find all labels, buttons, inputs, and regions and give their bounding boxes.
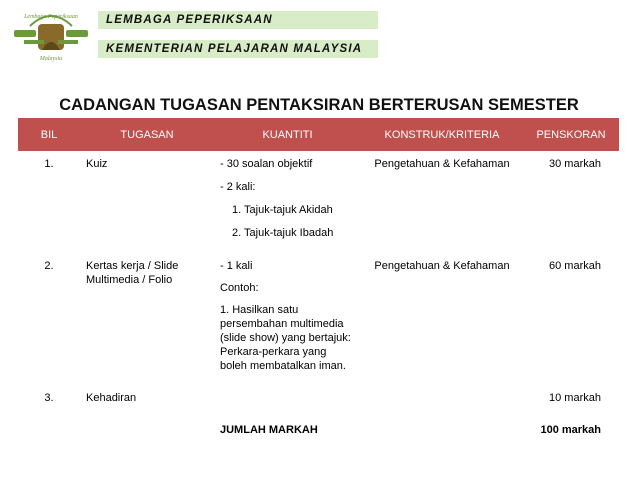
quantity-line: - 1 kali <box>220 260 253 272</box>
score-cell: 60 markah <box>549 260 601 272</box>
header-line-1: LEMBAGA PEPERIKSAAN <box>106 14 273 26</box>
task-name: Kertas kerja / Slide Multimedia / Folio <box>86 260 179 286</box>
total-label: JUMLAH MARKAH <box>220 424 318 436</box>
total-row <box>18 409 619 441</box>
column-header-kuantiti: KUANTITI <box>214 118 361 151</box>
quantity-line: - 30 soalan objektif <box>220 158 313 170</box>
quantity-line: 2. Tajuk-tajuk Ibadah <box>232 227 334 239</box>
construct-cell <box>361 385 523 409</box>
quantity-cell <box>214 253 361 385</box>
quantity-cell <box>214 385 361 409</box>
table-row <box>18 151 619 253</box>
score-cell: 30 markah <box>549 158 601 170</box>
task-name: Kuiz <box>86 158 108 170</box>
quantity-line: 1. Hasilkan satu persembahan multimedia (slide show) yang bertajuk: Perkara-perkara yang boleh membatalkan iman. <box>220 304 351 372</box>
row-number: 1. <box>44 158 54 170</box>
quantity-line: 1. Tajuk-tajuk Akidah <box>232 204 333 216</box>
table-header-row <box>18 118 619 151</box>
row-number: 2. <box>44 260 54 272</box>
column-header-konstruk: KONSTRUK/KRITERIA <box>361 118 523 151</box>
quantity-cell <box>214 151 361 253</box>
svg-text:Lembaga Peperiksaan: Lembaga Peperiksaan <box>24 14 78 20</box>
construct-cell: Pengetahuan & Kefahaman <box>374 158 510 170</box>
table-row <box>18 385 619 409</box>
header-line-2: KEMENTERIAN PELAJARAN MALAYSIA <box>106 43 363 55</box>
assessment-table <box>18 118 619 441</box>
row-number: 3. <box>44 392 54 404</box>
column-header-bil: BIL <box>18 118 80 151</box>
svg-text:Malaysia: Malaysia <box>39 56 63 62</box>
quantity-line: - 2 kali: <box>220 181 256 193</box>
score-cell: 10 markah <box>549 392 601 404</box>
task-name: Kehadiran <box>86 392 137 404</box>
table-row <box>18 253 619 385</box>
lembaga-peperiksaan-logo <box>10 4 92 64</box>
quantity-line: Contoh: <box>220 282 259 294</box>
page-title: CADANGAN TUGASAN PENTAKSIRAN BERTERUSAN SEMESTER <box>59 96 579 114</box>
column-header-penskoran: PENSKORAN <box>523 118 619 151</box>
total-value: 100 markah <box>540 424 601 436</box>
column-header-tugasan: TUGASAN <box>80 118 214 151</box>
construct-cell: Pengetahuan & Kefahaman <box>374 260 510 272</box>
